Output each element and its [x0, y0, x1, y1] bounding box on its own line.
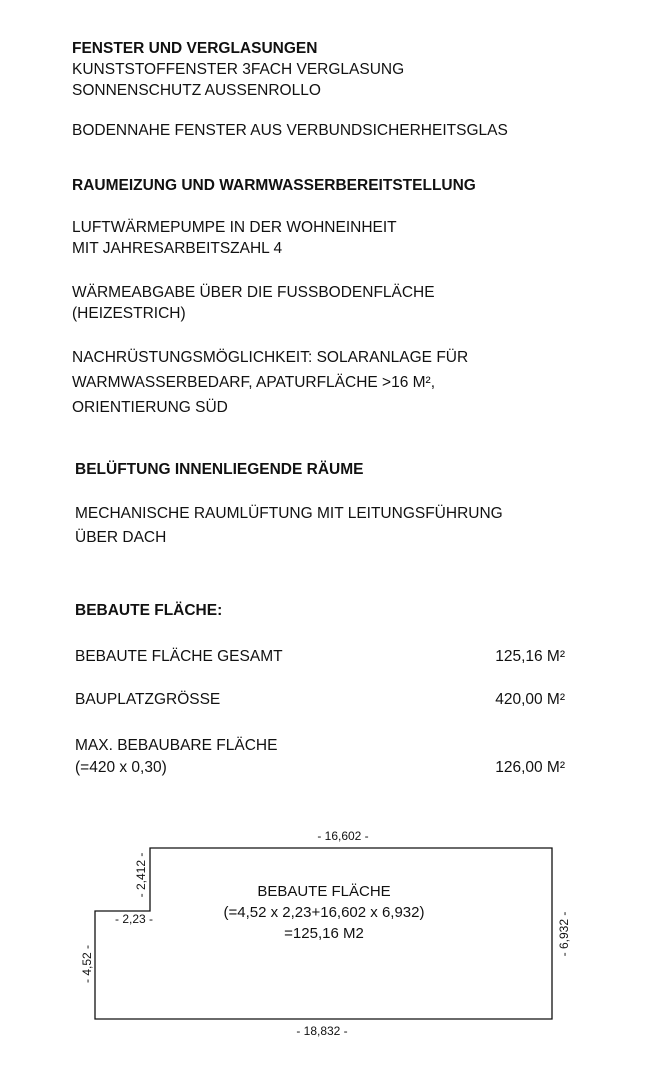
- dim-bottom: - 18,832 -: [296, 1024, 348, 1038]
- row-value: 420,00 M²: [495, 691, 565, 708]
- row-label: BAUPLATZGRÖSSE: [75, 691, 221, 708]
- text-line: MECHANISCHE RAUMLÜFTUNG MIT LEITUNGSFÜHRUNG: [75, 505, 503, 522]
- dim-left-lower: - 4,52 -: [80, 944, 94, 984]
- diagram-label-title: BEBAUTE FLÄCHE: [257, 883, 391, 900]
- dim-top: - 16,602 -: [317, 829, 369, 843]
- text-line: ÜBER DACH: [75, 529, 167, 546]
- row-value: 126,00 M²: [495, 759, 565, 776]
- diagram-label-formula: (=4,52 x 2,23+16,602 x 6,932): [223, 904, 425, 921]
- heading-flaeche: BEBAUTE FLÄCHE:: [75, 602, 223, 619]
- dim-left-upper: - 2,412 -: [134, 852, 148, 898]
- text-line: (HEIZESTRICH): [72, 305, 186, 322]
- heading-fenster: FENSTER UND VERGLASUNGEN: [72, 40, 318, 57]
- row-label: MAX. BEBAUBARE FLÄCHE (=420 x 0,30): [75, 737, 278, 776]
- dim-step: - 2,23 -: [114, 912, 154, 926]
- dim-right: - 6,932 -: [557, 911, 571, 957]
- text-line: MIT JAHRESARBEITSZAHL 4: [72, 240, 283, 257]
- text-line: NACHRÜSTUNGSMÖGLICHKEIT: SOLARANLAGE FÜR: [72, 349, 469, 366]
- heading-lueftung: BELÜFTUNG INNENLIEGENDE RÄUME: [75, 461, 364, 478]
- row-value: 125,16 M²: [495, 648, 565, 665]
- text-line: SONNENSCHUTZ AUSSENROLLO: [72, 82, 321, 99]
- text-line: LUFTWÄRMEPUMPE IN DER WOHNEINHEIT: [72, 219, 397, 236]
- row-label: BEBAUTE FLÄCHE GESAMT: [75, 648, 283, 665]
- text-line: BODENNAHE FENSTER AUS VERBUNDSICHERHEITSGLAS: [72, 122, 508, 139]
- text-line: WÄRMEABGABE ÜBER DIE FUSSBODENFLÄCHE: [72, 284, 435, 301]
- text-line: ORIENTIERUNG SÜD: [72, 399, 228, 416]
- diagram-label-result: =125,16 M2: [284, 925, 364, 942]
- text-line: KUNSTSTOFFENSTER 3FACH VERGLASUNG: [72, 61, 405, 78]
- text-line: WARMWASSERBEDARF, APATURFLÄCHE >16 M²,: [72, 374, 436, 391]
- heading-heizung: RAUMEIZUNG UND WARMWASSERBEREITSTELLUNG: [72, 177, 476, 194]
